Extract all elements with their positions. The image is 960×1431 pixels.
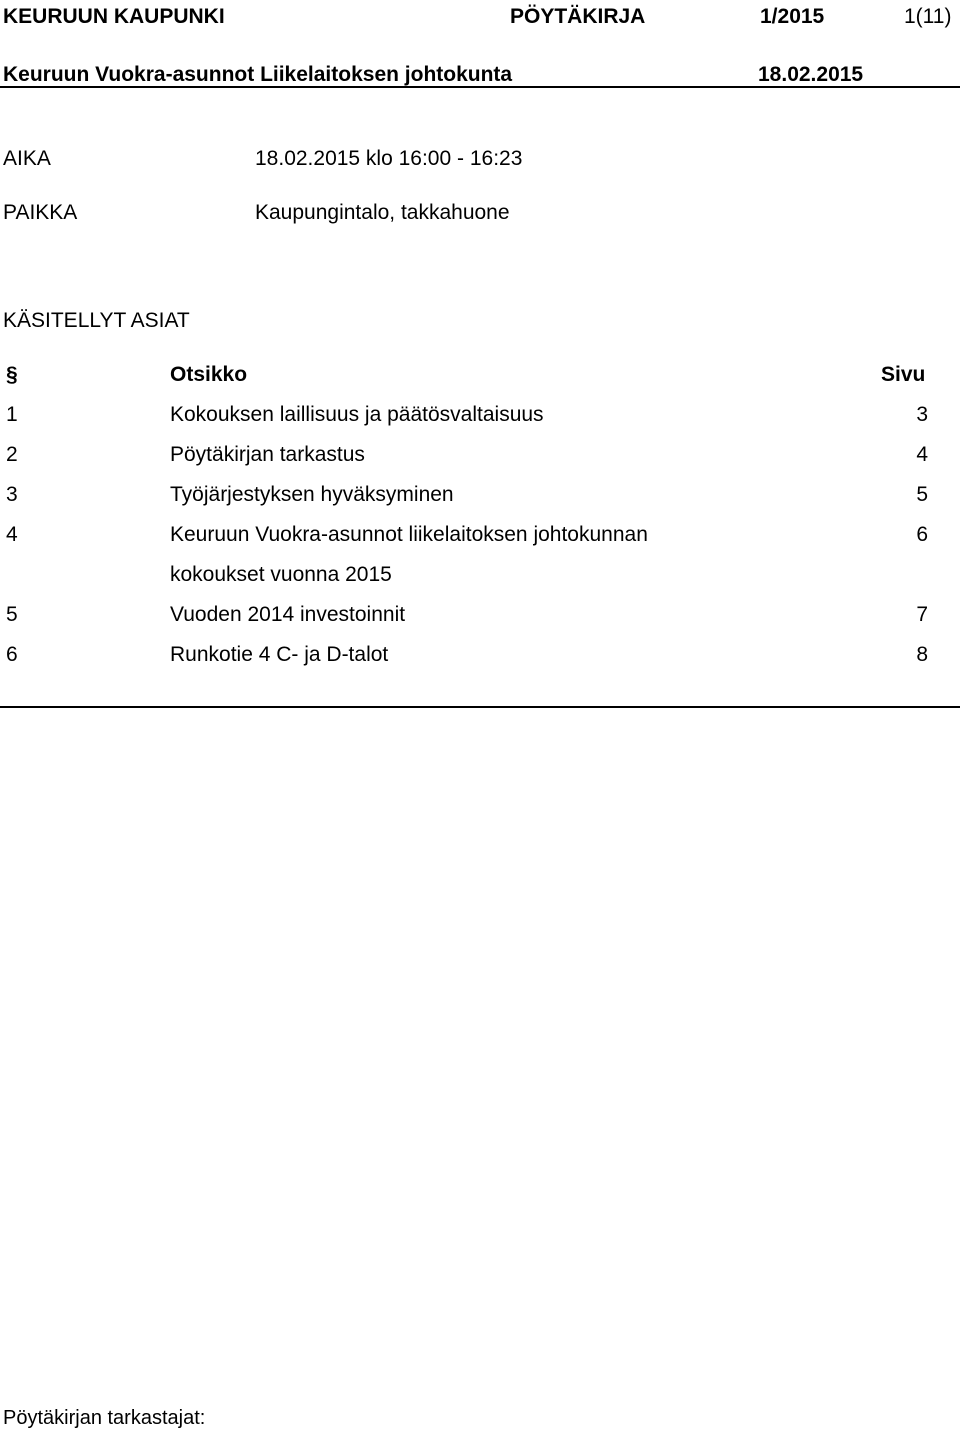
agenda-item-title: Pöytäkirjan tarkastus: [170, 443, 365, 466]
checkers-label: Pöytäkirjan tarkastajat:: [3, 1407, 206, 1429]
agenda-item-page: 6: [916, 523, 928, 546]
agenda-item-title-cont: kokoukset vuonna 2015: [170, 563, 392, 586]
agenda-item-title: Vuoden 2014 investoinnit: [170, 603, 406, 626]
col-page: Sivu: [881, 363, 926, 386]
agenda-item-page: 3: [916, 403, 928, 426]
agenda-item-number: 2: [6, 443, 18, 466]
org-name: KEURUUN KAUPUNKI: [3, 5, 225, 28]
agenda-item-number: 5: [6, 603, 18, 626]
agenda-item-page: 4: [916, 443, 928, 466]
meeting-date: 18.02.2015: [758, 63, 864, 86]
agenda-item-number: 3: [6, 483, 18, 506]
agenda-item-title: Keuruun Vuokra-asunnot liikelaitoksen johtokunnan: [170, 523, 648, 546]
place-label: PAIKKA: [3, 201, 78, 224]
page-number: 1(11): [904, 5, 952, 28]
agenda-item-number: 1: [6, 403, 18, 426]
agenda-item-page: 7: [916, 603, 928, 626]
agenda-item-title: Kokouksen laillisuus ja päätösvaltaisuus: [170, 403, 544, 426]
agenda-item-number: 4: [6, 523, 18, 546]
agenda-item-page: 8: [916, 643, 928, 666]
agenda-heading: KÄSITELLYT ASIAT: [3, 309, 190, 332]
time-value: 18.02.2015 klo 16:00 - 16:23: [255, 147, 523, 170]
place-value: Kaupungintalo, takkahuone: [255, 201, 510, 224]
agenda-item-page: 5: [916, 483, 928, 506]
time-label: AIKA: [3, 147, 51, 170]
agenda-end-rule: [0, 706, 960, 708]
section-symbol: §: [6, 363, 18, 386]
body-name: Keuruun Vuokra-asunnot Liikelaitoksen johtokunta: [3, 63, 513, 86]
header-rule: [0, 86, 960, 88]
agenda-item-title: Runkotie 4 C- ja D-talot: [170, 643, 389, 666]
agenda-item-title: Työjärjestyksen hyväksyminen: [170, 483, 454, 506]
col-title: Otsikko: [170, 363, 248, 386]
doc-type: PÖYTÄKIRJA: [510, 5, 646, 28]
doc-number: 1/2015: [760, 5, 825, 28]
agenda-item-number: 6: [6, 643, 18, 666]
